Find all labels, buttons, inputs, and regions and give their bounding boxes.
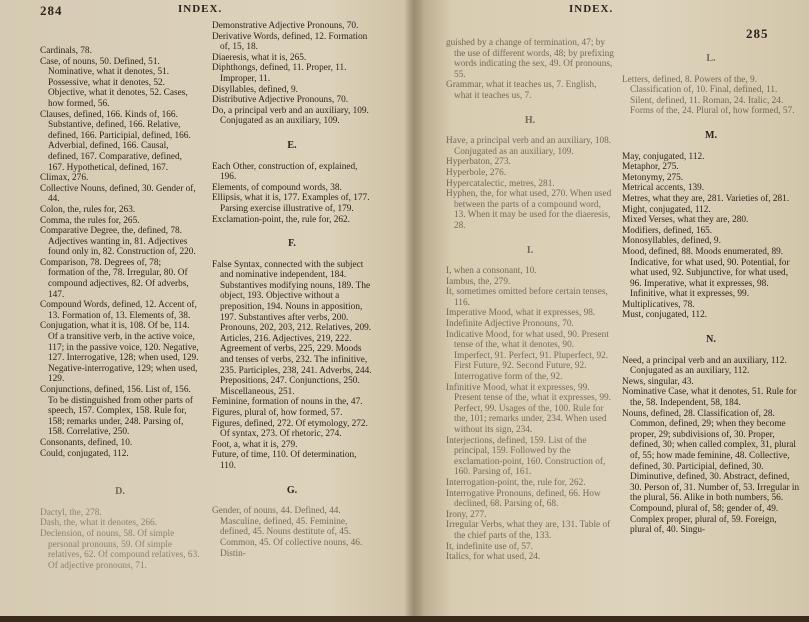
index-entry: Interjections, defined, 159. List of the principal, 159. Followed by the exclamation-point, 160. Construction of, 160. Parsing of, 161. [446, 435, 606, 478]
index-entry: Hyperbole, 276. [446, 167, 507, 178]
index-entry: Exclamation-point, the, rule for, 262. [212, 214, 351, 225]
index-entry: Have, a principal verb and an auxiliary, 108. Conjugated as an auxiliary, 109. [446, 136, 612, 157]
index-entry: Must, conjugated, 112. [622, 310, 708, 321]
section-heading-m: M. [705, 129, 717, 141]
index-entry: Could, conjugated, 112. [40, 448, 129, 459]
index-entry: Infinitive Mood, what it expresses, 99. Present tense of the, what it expresses, 99. Perfect, 99. Usages of the, 100. Rule for the, 101; remarks under, 234. When used without its sign, 234. [446, 382, 611, 435]
page-bottom-edge [0, 616, 809, 622]
index-entry: Collective Nouns, defined, 30. Gender of, 44. [40, 183, 196, 205]
section-heading-n: N. [706, 334, 716, 346]
left-page-title: INDEX. [178, 3, 223, 15]
index-entry: Derivative Words, defined, 12. Formation of, 15, 18. [212, 31, 368, 53]
index-entry: Elements, of compound words, 38. [212, 182, 342, 193]
index-entry: It, sometimes omitted before certain tenses, 116. [446, 287, 608, 308]
index-entry: Hyperbaton, 273. [446, 157, 511, 168]
index-entry: Mixed Verses, what they are, 280. [622, 215, 749, 226]
index-entry: Nouns, defined, 28. Classification of, 28. Common, defined, 29; when they become proper, 29; subdivisions of, 30. Proper, defined, 30; when called complex, 31, plural of, 55; how made feminine, 48. Collective, defined, 30. Participial, defined, 30. Diminutive, defined, 30. Abstract, defined, 30. Person of, 31. Number of, 53. Irregular in the plural, 56. Alike in both numbers, 56. Compound, plural of, 58; gender of, 49. Complex proper, plural of, 59. Foreign, plural of, 40. Singu- [622, 408, 800, 536]
index-entry: Figures, defined, 272. Of etymology, 272. Of syntax, 273. Of rhetoric, 274. [212, 418, 368, 440]
index-entry: Monosyllables, defined, 9. [622, 236, 721, 247]
index-entry: Feminine, formation of nouns in the, 47. [212, 397, 363, 408]
right-col1-h-entries [446, 136, 614, 231]
right-col2-l-entries [622, 75, 800, 117]
index-entry: Diaeresis, what it is, 265. [212, 52, 307, 63]
left-page [0, 0, 404, 616]
index-entry: Letters, defined, 8. Powers of the, 9. Classification of, 10. Final, defined, 11. Silent, defined, 11. Roman, 24. Italic, 24. Forms of the, 24. Plural of, how formed, 57. [622, 74, 795, 117]
index-entry: Hypercatalectic, metres, 281. [446, 178, 555, 189]
index-entry: Declension, of nouns, 58. Of simple personal pronouns, 59. Of simple relatives, 62. Of compound relatives, 63. Of adjective pronouns, 71. [40, 528, 200, 571]
left-col2-g-entries [212, 506, 372, 559]
index-entry: It, indefinite use of, 57. [446, 541, 534, 552]
right-col2-n-entries [622, 356, 800, 536]
section-heading-d: D. [115, 486, 125, 498]
right-page-title: INDEX. [569, 3, 614, 15]
index-entry: Ellipsis, what it is, 177. Examples of, 177. Parsing exercise illustrative of, 179. [212, 193, 370, 214]
index-entry: Do, a principal verb and an auxiliary, 109. Conjugated as an auxiliary, 109. [212, 105, 369, 127]
right-col1-i-entries [446, 266, 614, 563]
index-entry: Irony, 277. [446, 509, 487, 520]
right-page-number: 285 [746, 26, 769, 41]
index-entry: Conjugation, what it is, 108. Of be, 114. Of a transitive verb, in the active voice, 117; in the passive voice, 120. Negative, 127. Interrogative, 128; when used, 129. Negative-interrogative, 129; when used, 129. [40, 321, 199, 385]
left-col2-entries [212, 21, 372, 127]
index-entry: Interrogation-point, the, rule for, 262. [446, 477, 586, 488]
index-entry: Nominative Case, what it denotes, 51. Rule for the, 58. Independent, 58, 184. [622, 387, 797, 409]
index-entry: Compound Words, defined, 12. Accent of, 13. Formation of, 13. Elements of, 38. [40, 300, 197, 321]
index-entry: Colon, the, rules for, 263. [40, 204, 136, 215]
index-entry: Clauses, defined, 166. Kinds of, 166. Substantive, defined, 166. Relative, defined, 166. Participial, defined, 166. Adverbial, defined, 166. Causal, defined, 167. Comparative, defined, 167. Hypothetical, defined, 167. [40, 109, 191, 173]
section-heading-g: G. [286, 484, 298, 496]
section-heading-i: I. [526, 244, 534, 256]
left-col2-f-entries [212, 260, 372, 472]
index-entry: Indefinite Adjective Pronouns, 70. [446, 319, 574, 330]
right-column-1 [446, 38, 614, 606]
left-column-1 [40, 46, 200, 606]
right-col1-entries [446, 38, 614, 102]
index-entry: May, conjugated, 112. [622, 151, 705, 162]
index-entry: Need, a principal verb and an auxiliary, 112. Conjugated as an auxiliary, 112. [622, 355, 787, 377]
index-entry: Grammar, what it teaches us, 7. English, what it teaches us, 7. [446, 80, 597, 101]
left-page-number: 284 [40, 3, 63, 18]
index-entry: Hyphen, the, for what used, 270. When used between the parts of a compound word, 13. When it may be used for the diaeresis, 28. [446, 189, 612, 231]
right-col2-m-entries [622, 152, 800, 322]
index-entry: Might, conjugated, 112. [622, 204, 711, 215]
index-entry: Mood, defined, 88. Moods enumerated, 89. Indicative, for what used, 90. Potential, for what used, 92. Subjunctive, for what used, 96. Imperative, what it expresses, 98. Infinitive, what it expresses, 99. [622, 246, 790, 300]
index-entry: News, singular, 43. [622, 376, 694, 387]
section-heading-h: H. [524, 114, 536, 126]
index-entry: Interrogative Pronouns, defined, 66. How declined, 68. Parsing of, 68. [446, 488, 601, 510]
left-col2-e-entries [212, 162, 372, 226]
index-entry: False Syntax, connected with the subject and nominative independent, 184. Substantives modifying nouns, 189. The object, 193. Objective without a preposition, 194. Nouns in apposition, 197. Substantives after verbs, 200. Pronouns, 202, 203, 212. Relatives, 209. Articles, 216. Adjectives, 219, 222. Agreement of verbs, 225, 229. Moods and tenses of verbs, 232. The infinitive, 235. Participles, 238, 241. Adverbs, 244. Prepositions, 247. Conjunctions, 250. Miscellaneous, 251. [212, 259, 372, 397]
index-entry: Gender, of nouns, 44. Defined, 44. Masculine, defined, 45. Feminine, defined, 45. Nouns destitute of, 45. Common, 45. Of collective nouns, 46. Distin- [212, 506, 363, 559]
index-entry: Foot, a, what it is, 279. [212, 439, 298, 450]
right-column-2 [622, 50, 800, 608]
index-entry: Each Other, construction of, explained, 196. [212, 161, 358, 183]
left-col1-entries [40, 46, 200, 459]
index-entry: Diphthongs, defined, 11. Proper, 11. Improper, 11. [212, 63, 347, 84]
index-entry: Comma, the rules for, 265. [40, 215, 140, 226]
index-entry: Case, of nouns, 50. Defined, 51. Nominative, what it denotes, 51. Possessive, what it denotes, 52. Objective, what it denotes, 52. Cases, how formed, 56. [40, 56, 188, 109]
book-gutter [404, 0, 424, 622]
left-col1-d-entries [40, 508, 200, 572]
index-entry: Distributive Adjective Pronouns, 70. [212, 95, 349, 106]
index-entry: Consonants, defined, 10. [40, 437, 133, 448]
index-entry: Modifiers, defined, 165. [622, 225, 713, 236]
index-entry: Multiplicatives, 78. [622, 299, 695, 310]
index-entry: Metrical accents, 139. [622, 183, 705, 194]
index-entry: Iambus, the, 279. [446, 276, 511, 287]
index-entry: Metaphor, 275. [622, 162, 679, 173]
index-entry: Climax, 276. [40, 173, 89, 184]
index-entry: Cardinals, 78. [40, 46, 92, 56]
section-heading-f: F. [288, 238, 296, 250]
section-heading-l: L. [706, 53, 716, 64]
section-heading-e: E. [287, 139, 297, 151]
index-entry: Indicative Mood, for what used, 90. Present tense of the, what it denotes, 90. Imperfect, 91. Perfect, 91. Pluperfect, 92. First Future, 92. Second Future, 92. Interrogative form of the, 92. [446, 329, 609, 383]
right-page [424, 0, 809, 616]
index-entry: Irregular Verbs, what they are, 131. Table of the chief parts of the, 133. [446, 520, 611, 541]
index-entry: Metres, what they are, 281. Varieties of, 281. [622, 193, 790, 204]
index-entry: Comparison, 78. Degrees of, 78; formation of the, 78. Irregular, 80. Of compound adjectives, 82. Of adverbs, 147. [40, 257, 189, 300]
index-entry: Imperative Mood, what it expresses, 98. [446, 308, 596, 319]
index-entry: Future, of time, 110. Of determination, 110. [212, 450, 357, 471]
index-entry: Dash, the, what it denotes, 266. [40, 518, 157, 529]
index-entry: Demonstrative Adjective Pronouns, 70. [212, 21, 359, 31]
index-entry: Disyllables, defined, 9. [212, 84, 298, 95]
index-entry: Conjunctions, defined, 156. List of, 156. To be distinguished from other parts of speech, 157. Complex, 158. Rule for, 158; remarks under, 248. Parsing of, 158. Correlative, 250. [40, 385, 193, 438]
index-entry: Dactyl, the, 278. [40, 507, 102, 518]
index-entry: Metonymy, 275. [622, 172, 684, 183]
left-column-2 [212, 21, 372, 611]
index-entry: I, when a consonant, 10. [446, 266, 537, 277]
index-entry: guished by a change of termination, 47; by the use of different words, 48; by prefixing words indicating the sex, 49. Of pronouns, 55. [446, 38, 614, 80]
index-entry: Comparative Degree, the, defined, 78. Adjectives wanting in, 81. Adjectives found only in, 82. Construction of, 220. [40, 226, 196, 258]
index-entry: Figures, plural of, how formed, 57. [212, 408, 343, 418]
index-entry: Italics, for what used, 24. [446, 552, 541, 563]
